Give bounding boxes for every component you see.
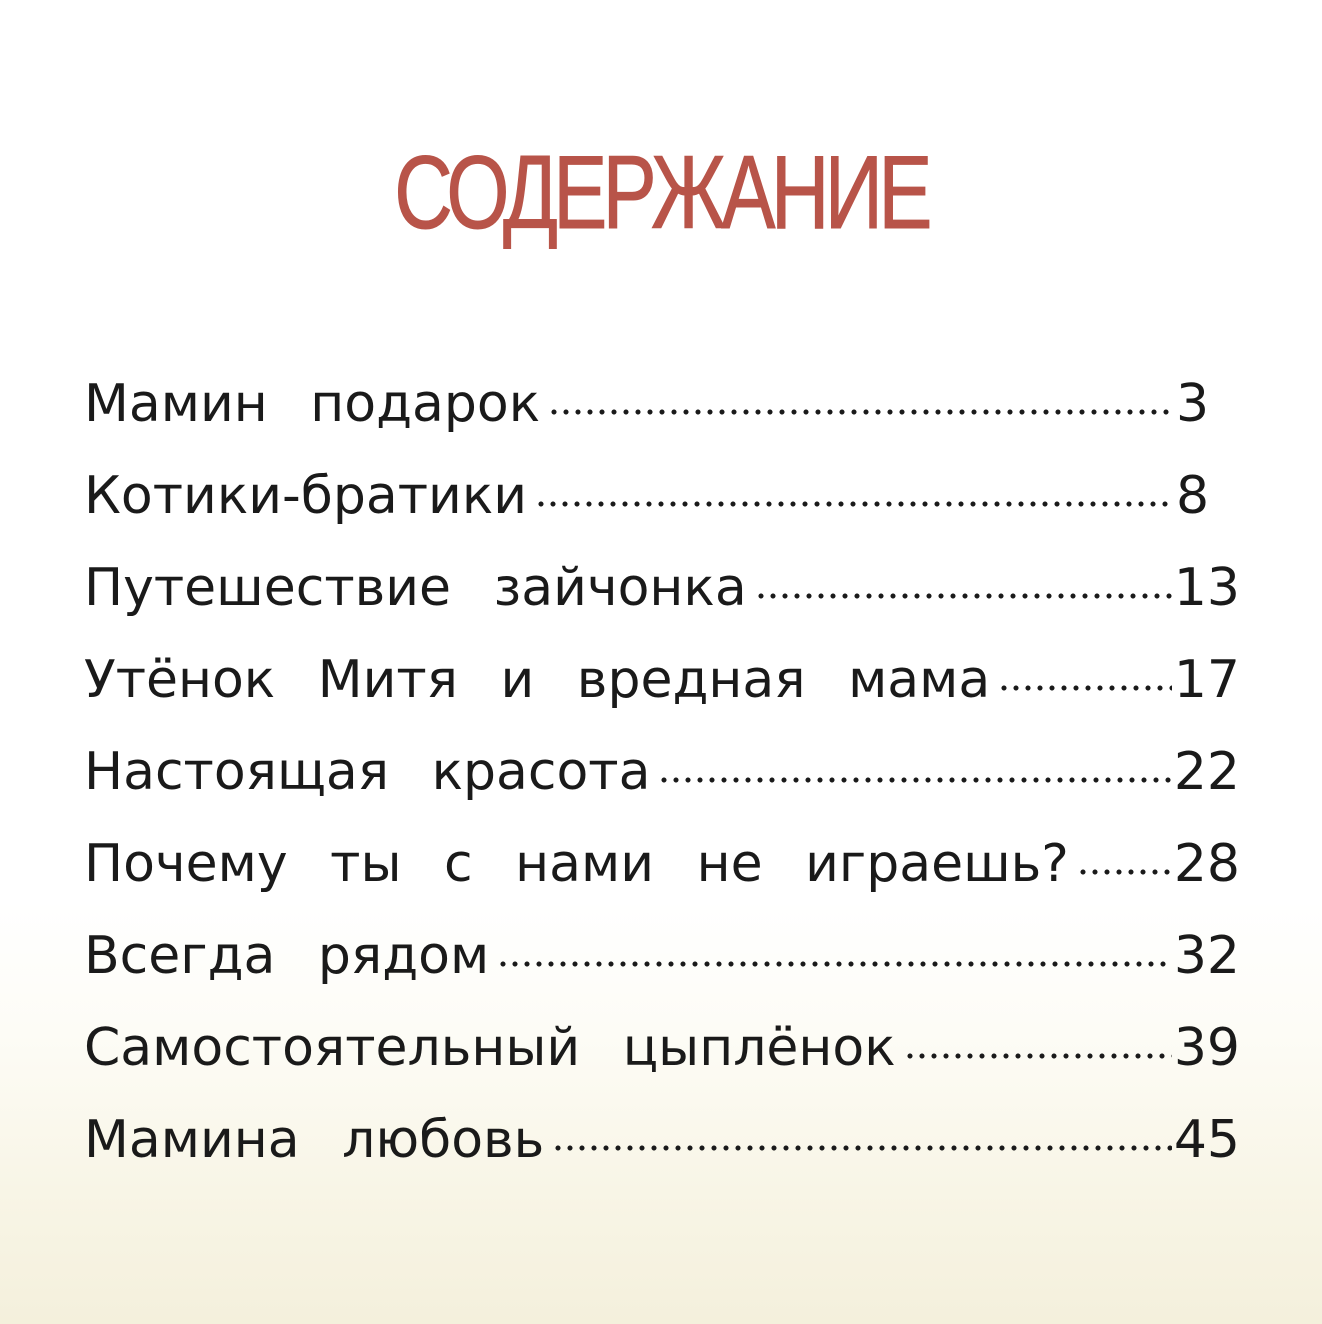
toc-entry [84, 828, 1240, 920]
toc-dot-leader [497, 957, 1172, 971]
toc-page-number: 32 [1173, 926, 1240, 986]
toc-entry [84, 736, 1240, 828]
toc-page-number: 13 [1173, 558, 1240, 618]
toc-entry-title: Котики-братики [84, 466, 528, 526]
toc-entry [84, 460, 1240, 552]
toc-entry-title: Почему ты с нами не играешь? [84, 834, 1069, 894]
toc-dot-leader [755, 589, 1172, 603]
toc-dot-leader [904, 1049, 1172, 1063]
toc-entry-title: Всегда рядом [84, 926, 490, 986]
toc-entry [84, 552, 1240, 644]
toc-page-number: 28 [1173, 834, 1240, 894]
toc-entry [84, 1104, 1240, 1196]
toc-dot-leader [548, 405, 1174, 419]
toc-entry-title: Мамина любовь [84, 1110, 545, 1170]
toc-dot-leader [658, 773, 1171, 787]
contents-heading: СОДЕРЖАНИЕ [394, 135, 928, 251]
toc-entry-title: Самостоятельный цыплёнок [84, 1018, 896, 1078]
toc-page-number: 8 [1176, 466, 1210, 526]
table-of-contents [84, 368, 1240, 1196]
toc-entry [84, 644, 1240, 736]
toc-dot-leader [1077, 865, 1172, 879]
toc-entry [84, 368, 1240, 460]
toc-entry-title: Путешествие зайчонка [84, 558, 747, 618]
toc-dot-leader [998, 681, 1172, 695]
toc-page-number: 22 [1173, 742, 1240, 802]
toc-page-number: 17 [1173, 650, 1240, 710]
toc-page-number: 3 [1176, 374, 1210, 434]
toc-page-number: 45 [1173, 1110, 1240, 1170]
toc-entry [84, 1012, 1240, 1104]
toc-dot-leader [535, 497, 1174, 511]
toc-entry [84, 920, 1240, 1012]
toc-entry-title: Настоящая красота [84, 742, 651, 802]
toc-dot-leader [552, 1141, 1171, 1155]
toc-entry-title: Утёнок Митя и вредная мама [84, 650, 991, 710]
toc-entry-title: Мамин подарок [84, 374, 541, 434]
toc-page-number: 39 [1173, 1018, 1240, 1078]
